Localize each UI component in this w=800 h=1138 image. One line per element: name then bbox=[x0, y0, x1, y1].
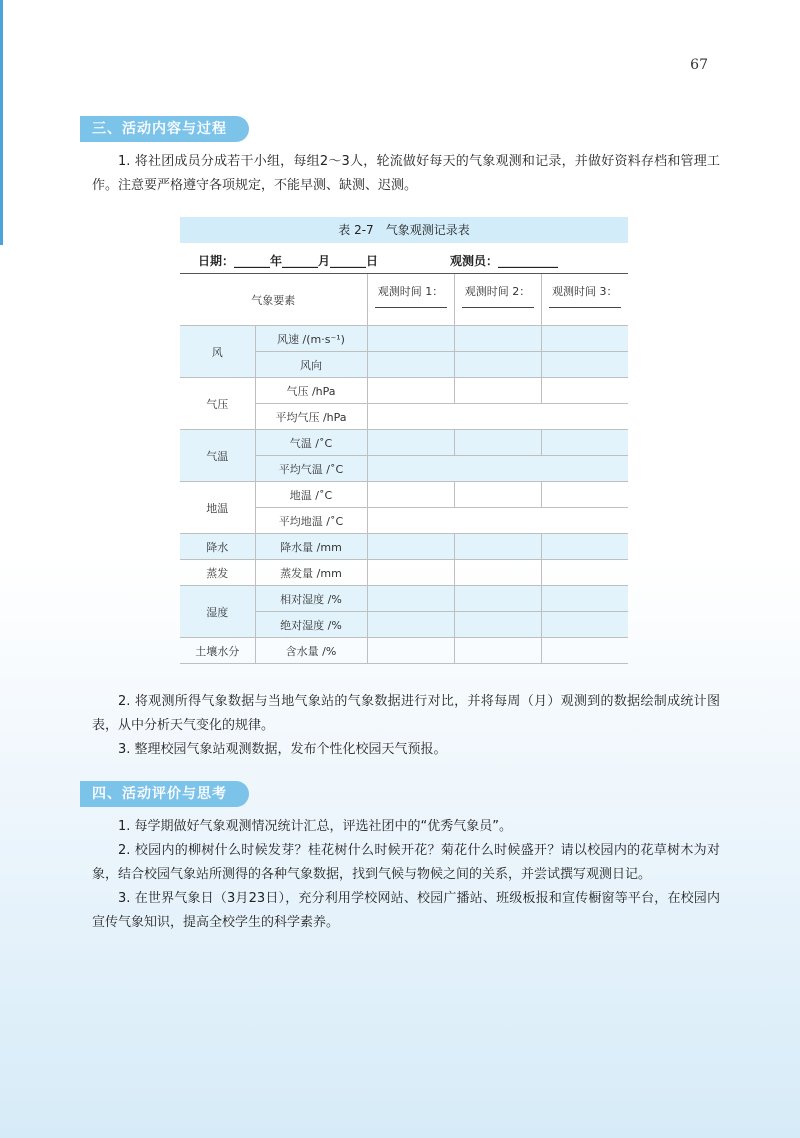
cell[interactable] bbox=[541, 378, 628, 404]
section-header-activity-content: 三、活动内容与过程 bbox=[80, 116, 249, 142]
table-row bbox=[180, 326, 628, 352]
paragraph-3-2: 2. 将观测所得气象数据与当地气象站的气象数据进行对比，并将每周（月）观测到的数据绘制成统计图表，从中分析天气变化的规律。 bbox=[92, 694, 720, 733]
cell-wide[interactable] bbox=[367, 456, 628, 482]
section-header-evaluation: 四、活动评价与思考 bbox=[80, 781, 249, 807]
item-ground-temp: 地温 /˚C bbox=[255, 482, 367, 508]
group-soil-moisture: 土壤水分 bbox=[180, 638, 255, 664]
item-temperature: 气温 /˚C bbox=[255, 430, 367, 456]
cell[interactable] bbox=[541, 534, 628, 560]
item-absolute-humidity: 绝对湿度 /% bbox=[255, 612, 367, 638]
cell[interactable] bbox=[541, 430, 628, 456]
group-temperature: 气温 bbox=[180, 430, 255, 482]
cell[interactable] bbox=[454, 534, 541, 560]
cell[interactable] bbox=[454, 352, 541, 378]
cell[interactable] bbox=[367, 430, 454, 456]
page-number: 67 bbox=[690, 57, 708, 73]
group-evaporation: 蒸发 bbox=[180, 560, 255, 586]
weather-observation-table bbox=[180, 217, 628, 664]
group-pressure: 气压 bbox=[180, 378, 255, 430]
item-avg-pressure: 平均气压 /hPa bbox=[255, 404, 367, 430]
table-row bbox=[180, 534, 628, 560]
item-relative-humidity: 相对湿度 /% bbox=[255, 586, 367, 612]
cell[interactable] bbox=[541, 560, 628, 586]
header-time-1[interactable]: 观测时间 1： bbox=[367, 274, 454, 326]
cell[interactable] bbox=[367, 586, 454, 612]
cell[interactable] bbox=[367, 326, 454, 352]
cell[interactable] bbox=[367, 560, 454, 586]
cell[interactable] bbox=[541, 586, 628, 612]
observation-grid bbox=[180, 274, 628, 664]
cell[interactable] bbox=[367, 612, 454, 638]
cell[interactable] bbox=[454, 378, 541, 404]
paragraph-3-3: 3. 整理校园气象站观测数据，发布个性化校园天气预报。 bbox=[118, 742, 447, 757]
cell[interactable] bbox=[454, 560, 541, 586]
cell[interactable] bbox=[367, 352, 454, 378]
table-title: 表 2-7 气象观测记录表 bbox=[180, 217, 628, 243]
cell-wide[interactable] bbox=[367, 508, 628, 534]
header-element: 气象要素 bbox=[180, 274, 367, 326]
group-humidity: 湿度 bbox=[180, 586, 255, 638]
group-precipitation: 降水 bbox=[180, 534, 255, 560]
item-evaporation: 蒸发量 /mm bbox=[255, 560, 367, 586]
paragraph-4-2: 2. 校园内的柳树什么时候发芽？桂花树什么时候开花？菊花什么时候盛开？请以校园内的花草树木为对象，结合校园气象站所测得的各种气象数据，找到气候与物候之间的关系，并尝试撰写观测日记。 bbox=[92, 843, 720, 882]
cell[interactable] bbox=[454, 586, 541, 612]
cell[interactable] bbox=[454, 430, 541, 456]
item-pressure: 气压 /hPa bbox=[255, 378, 367, 404]
cell[interactable] bbox=[541, 638, 628, 664]
table-row bbox=[180, 638, 628, 664]
cell[interactable] bbox=[541, 612, 628, 638]
table-meta-row bbox=[180, 243, 628, 274]
page-edge-bar bbox=[0, 0, 3, 245]
item-wind-direction: 风向 bbox=[255, 352, 367, 378]
cell[interactable] bbox=[367, 534, 454, 560]
item-avg-ground-temp: 平均地温 /˚C bbox=[255, 508, 367, 534]
item-water-content: 含水量 /% bbox=[255, 638, 367, 664]
item-avg-temperature: 平均气温 /˚C bbox=[255, 456, 367, 482]
cell[interactable] bbox=[454, 482, 541, 508]
group-ground-temp: 地温 bbox=[180, 482, 255, 534]
cell[interactable] bbox=[367, 378, 454, 404]
cell[interactable] bbox=[454, 612, 541, 638]
table-row bbox=[180, 586, 628, 612]
paragraph-4-3: 3. 在世界气象日（3月23日），充分利用学校网站、校园广播站、班级板报和宣传橱窗等平台，在校园内宣传气象知识，提高全校学生的科学素养。 bbox=[92, 891, 720, 930]
cell[interactable] bbox=[454, 326, 541, 352]
item-precipitation: 降水量 /mm bbox=[255, 534, 367, 560]
table-row bbox=[180, 378, 628, 404]
cell[interactable] bbox=[541, 326, 628, 352]
header-time-3[interactable]: 观测时间 3： bbox=[541, 274, 628, 326]
cell[interactable] bbox=[367, 638, 454, 664]
cell[interactable] bbox=[541, 482, 628, 508]
table-header-row bbox=[180, 274, 628, 326]
paragraph-3-1: 1. 将社团成员分成若干小组，每组2～3人，轮流做好每天的气象观测和记录，并做好资料存档和管理工作。注意要严格遵守各项规定，不能早测、缺测、迟测。 bbox=[92, 154, 720, 193]
observer-field: 观测员：__________ bbox=[450, 254, 559, 268]
date-field: 日期：______年______月______日 bbox=[198, 254, 379, 268]
header-time-2[interactable]: 观测时间 2： bbox=[454, 274, 541, 326]
table-row bbox=[180, 560, 628, 586]
table-row bbox=[180, 482, 628, 508]
cell[interactable] bbox=[367, 482, 454, 508]
group-wind: 风 bbox=[180, 326, 255, 378]
cell-wide[interactable] bbox=[367, 404, 628, 430]
cell[interactable] bbox=[541, 352, 628, 378]
item-wind-speed: 风速 /(m·s⁻¹) bbox=[255, 326, 367, 352]
table-row bbox=[180, 430, 628, 456]
cell[interactable] bbox=[454, 638, 541, 664]
paragraph-4-1: 1. 每学期做好气象观测情况统计汇总，评选社团中的“优秀气象员”。 bbox=[118, 819, 513, 834]
